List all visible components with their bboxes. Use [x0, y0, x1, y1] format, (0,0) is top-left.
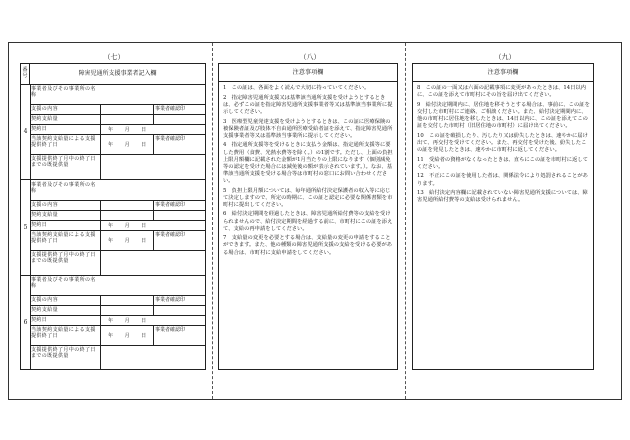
column-divider	[100, 124, 101, 134]
confirmation-seal-label: 事業者確認印	[155, 297, 186, 303]
table-header	[21, 64, 205, 85]
note-item: 5 負担上限月額については、毎年通所給付決定保護者の収入等に応じて決定しますので、所定の時期に、この証と認定に必要な関係書類を市町村に提出してください。	[223, 187, 393, 208]
column-divider	[100, 230, 101, 250]
column-divider	[153, 114, 154, 124]
row-label: 当該契約支給量による支援提供終了日	[31, 327, 96, 339]
row-label: 契約支給量	[31, 307, 59, 313]
row-label: 契約支給量	[31, 211, 59, 218]
row-label: 支援の内容	[31, 106, 59, 112]
note-item: 11 受給者の資格がなくなったときは、直ちにこの証を市町村に返してください。	[417, 156, 588, 170]
confirmation-seal-label: 事業者確認印	[155, 106, 186, 112]
column-divider	[100, 134, 101, 154]
column-divider	[100, 210, 101, 220]
column-divider	[100, 345, 101, 370]
row-label: 事業者及びその事業所の名称	[31, 181, 96, 194]
column-divider	[153, 295, 154, 305]
row-label: 支援の内容	[31, 201, 59, 208]
column-divider	[100, 220, 101, 230]
note-item: 3 医療型児童発達支援を受けようとするときは、この証に医療保険の被保険者証及び肢体不自由通所医療受給者証を添えて、指定障害児通所支援事業者等又は基準該当事業所に提示してください。	[223, 118, 393, 139]
notes-body	[219, 82, 397, 257]
notes-body	[413, 82, 593, 204]
provider-block	[21, 275, 205, 370]
notes-header: 注意事項欄	[413, 64, 593, 82]
date-field: 年 月 日	[108, 318, 152, 324]
column-divider	[153, 134, 154, 154]
provider-record-table	[20, 63, 206, 370]
row-label: 当該契約支給量による支援提供終了日	[31, 136, 96, 148]
note-item: 9 給付決定期間内に、居住地を移そうとする場合は、事前に、この証を交付した市町村にご連絡、ご相談ください。また、給付決定期間内に、他の市町村に居住地を移したときは、14日以内に、この証を添えてこの証を交付した市町村（旧居住地の市町村）に届け出てください。	[417, 101, 590, 130]
row-used	[30, 250, 205, 275]
date-field: 年 月 日	[108, 333, 152, 339]
block-number: 6	[21, 275, 31, 370]
column-divider	[153, 305, 154, 315]
fold-line-2	[405, 43, 406, 399]
note-item: 6 給付決定期間を経過したときは、障害児通所給付費等の支給を受けられませんので、給付決定期間を経過する前に、市町村にこの証を添えて、支給の再申請をしてください。	[223, 211, 393, 232]
column-divider	[153, 104, 154, 114]
note-item: 12 不正にこの証を使用した者は、関係法令により処罰されることがあります。	[417, 173, 588, 187]
row-used	[30, 345, 205, 370]
confirmation-seal-label: 事業者確認印	[155, 136, 186, 142]
notes-panel-8	[218, 63, 398, 370]
column-divider	[100, 114, 101, 124]
panel-title-9: （九）	[494, 53, 516, 61]
panel-title-7: （七）	[103, 53, 125, 61]
row-end-date	[30, 230, 205, 251]
confirmation-seal-label: 事業者確認印	[155, 201, 186, 208]
note-item: 4 指定通所支援等を受けるときに支払う金額は、指定通所支援等に要した費用（食費、光熱水費等を除く。）の1割です。ただし、上面の負担上限月額欄に記載された金額が1月当たりの上限になります（個別減免等の認定を受けた場合には減免後の額が表示されています。）。なお、基準該当通所支援を受ける場合等は市町村の窓口にお問い合わせください。	[223, 142, 393, 184]
column-divider	[100, 200, 101, 210]
row-label: 支援提供終了月中の終了日までの既提供量	[31, 347, 96, 359]
column-divider	[153, 325, 154, 345]
row-provider	[30, 275, 205, 296]
column-divider	[100, 154, 101, 179]
row-end-date	[30, 134, 205, 155]
row-provider	[30, 84, 205, 105]
row-provider	[30, 180, 205, 201]
note-item: 13 給付決定内容欄に記載されていない障害児通所支援については、障害児通所給付費等の支給は受けられません。	[417, 190, 588, 204]
table-title: 障害児通所支援事業者記入欄	[78, 70, 157, 77]
date-field: 年 月 日	[108, 142, 152, 148]
note-item: 8 この証の一面又は六面の記載事項に変更があったときは、14日以内に、この証を添えて市町村にその旨を届け出てください。	[417, 85, 586, 99]
row-end-date	[30, 325, 205, 346]
notes-panel-9	[412, 63, 594, 370]
column-divider	[153, 200, 154, 210]
date-field: 年 月 日	[108, 127, 152, 133]
number-header: 番号	[21, 64, 30, 84]
note-item: 7 支給量の変更を必要とする場合は、支給量の変更の申請をすることができます。また、他の種類の障害児通所支援の支給を受ける必要がある場合は、市町村に支給申請をしてください。	[223, 235, 393, 256]
column-divider	[100, 250, 101, 275]
note-item: 1 この証は、各面をよく読んで大切に持っていてください。	[223, 85, 370, 91]
column-divider	[100, 315, 101, 325]
row-label: 契約日	[31, 317, 48, 323]
row-label: 当該契約支給量による支援提供終了日	[31, 231, 96, 244]
column-divider	[100, 104, 101, 114]
row-label: 契約日	[31, 126, 48, 132]
row-label: 支援提供終了月中の終了日までの既提供量	[31, 251, 96, 264]
provider-block	[21, 180, 205, 276]
confirmation-seal-label: 事業者確認印	[155, 231, 186, 238]
column-divider	[153, 230, 154, 250]
column-divider	[100, 305, 101, 315]
note-item: 10 この証を破損したり、汚したり又は紛失したときは、速やかに届け出て、再交付を受けてください。また、再交付を受けた後、紛失したこの証を発見したときは、速やかに市町村に返してください。	[417, 132, 588, 153]
panel-title-8: （八）	[299, 53, 321, 61]
row-label: 事業者及びその事業所の名称	[31, 277, 96, 289]
date-field: 年 月 日	[108, 222, 152, 229]
fold-line-1	[212, 43, 213, 399]
row-label: 契約支給量	[31, 116, 59, 122]
row-label: 事業者及びその事業所の名称	[31, 86, 96, 98]
block-number: 4	[21, 84, 31, 179]
date-field: 年 月 日	[108, 237, 152, 244]
note-item: 2 指定障害児通所支援又は基準該当通所支援を受けようとするときは、必ずこの証を指定障害児通所支援事業者等又は基準該当事業所に提示してください。	[223, 94, 393, 115]
row-label: 支援の内容	[31, 297, 59, 303]
row-used	[30, 154, 205, 179]
column-divider	[100, 295, 101, 305]
row-label: 支援提供終了月中の終了日までの既提供量	[31, 156, 96, 168]
block-number: 5	[21, 180, 31, 275]
notes-header: 注意事項欄	[219, 64, 397, 82]
column-divider	[100, 325, 101, 345]
confirmation-seal-label: 事業者確認印	[155, 327, 186, 333]
provider-block	[21, 84, 205, 180]
row-label: 契約日	[31, 221, 48, 228]
column-divider	[153, 210, 154, 220]
